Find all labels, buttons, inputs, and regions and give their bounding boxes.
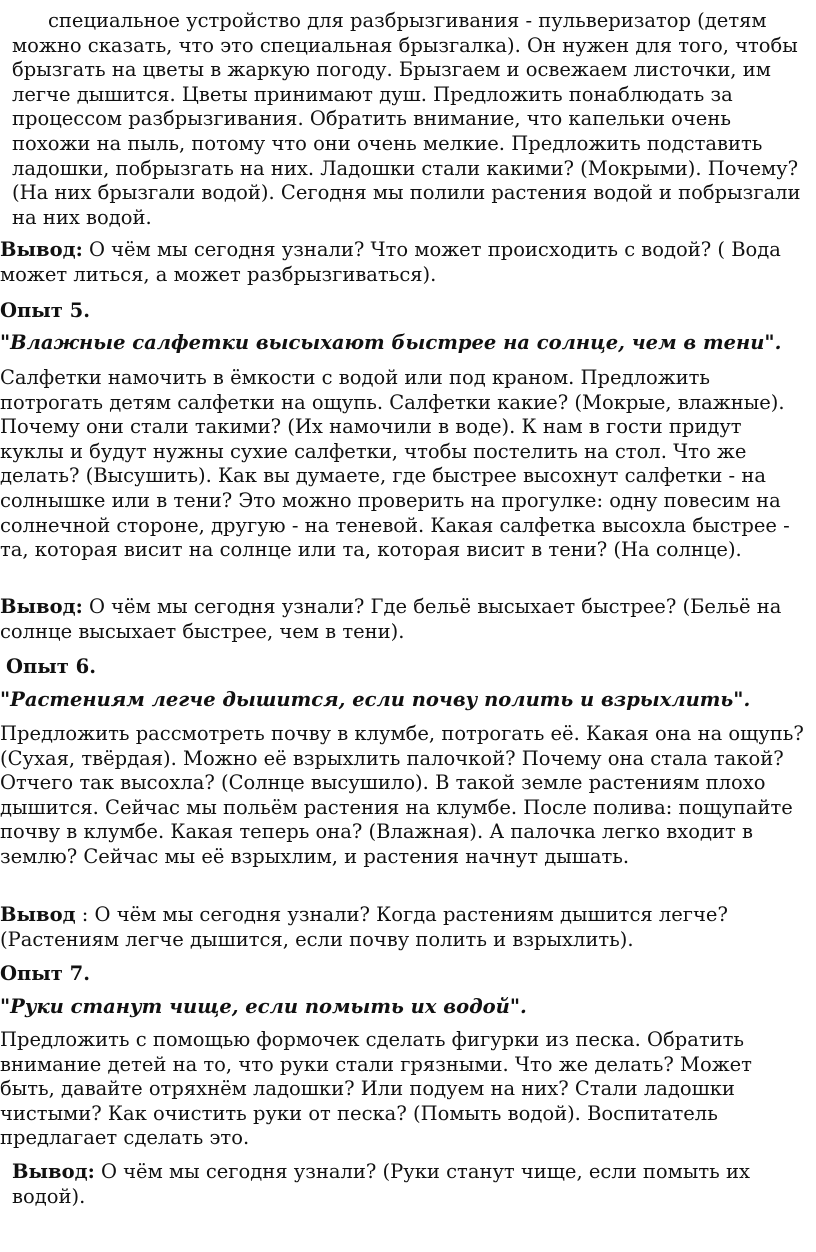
intro-paragraph: специальное устройство для разбрызгивания - пульверизатор (детям можно сказать, что это специальная брызгалка). Он нужен для того, чтобы брызгать на цветы в жаркую погоду. Брызгаем и освежаем листочки, им легче дышится. Цветы принимают душ. Предложить понаблюдать за процессом разбрызгивания. Обратить внимание, что капельки очень похожи на пыль, потому что они очень мелкие. Предложить подставить ладошки, побрызгать на них. Ладошки стали какими? (Мокрыми). Почему? (На них брызгали водой). Сегодня мы полили растения водой и побрызгали на них водой. [12, 9, 801, 229]
conclusion-label: Вывод: [12, 1160, 95, 1183]
conclusion-label: Вывод [0, 903, 76, 926]
experiment-5-body: Салфетки намочить в ёмкости с водой или под краном. Предложить потрогать детям салфетки на ощупь. Салфетки какие? (Мокрые, влажные). Почему они стали такими? (Их намочили в воде). К нам в гости придут куклы и будут нужны сухие салфетки, чтобы постелить на стол. Что же делать? (Высушить). Как вы думаете, где быстрее высохнут салфетки - на солнышке или в тени? Это можно проверить на прогулке: одну повесим на солнечной стороне, другую - на теневой. Какая салфетка высохла быстрее - та, которая висит на солнце или та, которая висит в тени? (На солнце). [0, 366, 790, 562]
conclusion-text: О чём мы сегодня узнали? Что может происходить с водой? ( Вода может литься, а может разбрызгиваться). [0, 238, 781, 286]
experiment-5-subtitle: "Влажные салфетки высыхают быстрее на солнце, чем в тени". [0, 331, 782, 354]
experiment-7-heading: Опыт 7. [0, 962, 91, 985]
experiment-6-conclusion [0, 903, 808, 952]
conclusion-text: : О чём мы сегодня узнали? Когда растениям дышится легче? (Растениям легче дышится, если почву полить и взрыхлить). [0, 903, 728, 951]
experiment-5-heading: Опыт 5. [0, 299, 91, 322]
conclusion-label: Вывод: [0, 238, 83, 261]
experiment-7-conclusion [12, 1160, 802, 1209]
experiment-6-subtitle: "Растениям легче дышится, если почву полить и взрыхлить". [0, 688, 751, 711]
conclusion-paragraph-1 [0, 238, 808, 287]
experiment-6-body: Предложить рассмотреть почву в клумбе, потрогать её. Какая она на ощупь? (Сухая, твёрдая). Можно её взрыхлить палочкой? Почему она стала такой? Отчего так высохла? (Солнце высушило). В такой земле растениям плохо дышится. Сейчас мы польём растения на клумбе. После полива: пощупайте почву в клумбе. Какая теперь она? (Влажная). А палочка легко входит в землю? Сейчас мы её взрыхлим, и растения начнут дышать. [0, 722, 804, 868]
experiment-6-heading: Опыт 6. [6, 655, 97, 678]
experiment-7-body: Предложить с помощью формочек сделать фигурки из песка. Обратить внимание детей на то, что руки стали грязными. Что же делать? Может быть, давайте отряхнём ладошки? Или подуем на них? Стали ладошки чистыми? Как очистить руки от песка? (Помыть водой). Воспитатель предлагает сделать это. [0, 1028, 752, 1150]
conclusion-text: О чём мы сегодня узнали? (Руки станут чище, если помыть их водой). [12, 1160, 750, 1208]
experiment-7-subtitle: "Руки станут чище, если помыть их водой". [0, 995, 527, 1018]
conclusion-label: Вывод: [0, 595, 83, 618]
conclusion-text: О чём мы сегодня узнали? Где бельё высыхает быстрее? (Бельё на солнце высыхает быстрее, чем в тени). [0, 595, 782, 643]
experiment-5-conclusion [0, 595, 808, 644]
